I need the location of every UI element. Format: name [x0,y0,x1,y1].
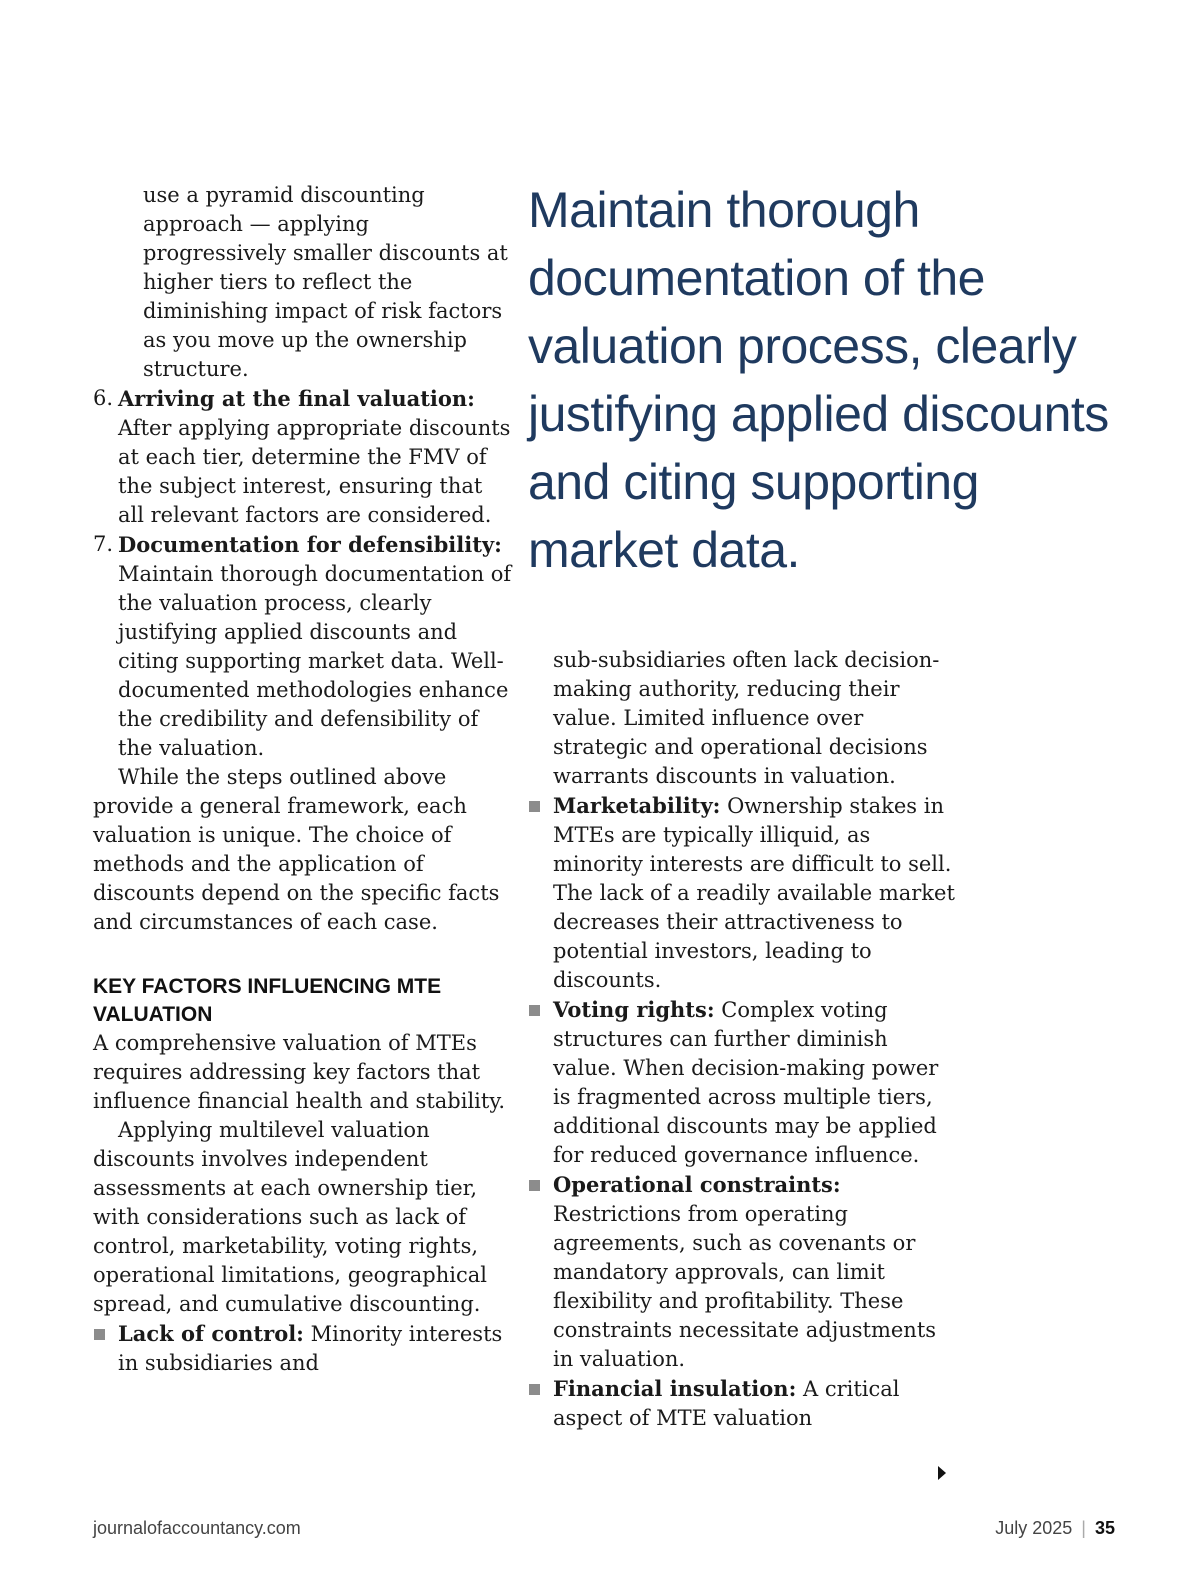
bullet-title: Financial insulation: [553,1376,797,1401]
bullet-text: Restrictions from operating agreements, such as covenants or mandatory approvals, can limit flexibility and profitability. These constraints necessitate adjustments in valuation. [553,1202,937,1371]
bullet-title: Operational constraints: [553,1172,841,1197]
bullet-title: Marketability: [553,793,721,818]
square-bullet-icon [529,801,540,812]
section-heading: KEY FACTORS INFLUENCING MTE VALUATION [93,975,442,1026]
bullet-text: Minority interests in subsidiaries and [118,1322,503,1375]
factor-list [93,1319,513,1378]
bullet-text: Complex voting structures can further diminish value. When decision-making power is fragmented across multiple tiers, additional discounts may be applied for reduced governance influence. [553,998,939,1167]
continued-paragraph: sub-subsidiaries often lack decision-making authority, reducing their value. Limited influence over strategic and operational decisions warrants discounts in valuation. [553,648,940,788]
square-bullet-icon [529,1384,540,1395]
page-number: 35 [1094,1518,1115,1538]
footer-meta [995,1518,1115,1539]
right-column [528,646,958,1433]
square-bullet-icon [94,1329,105,1340]
continued-paragraph: use a pyramid discounting approach — applying progressively smaller discounts at higher tiers to reflect the diminishing impact of risk factors as you move up the ownership structure. [143,183,508,381]
step-title: Documentation for defensibility: [118,532,502,557]
body-paragraph: Applying multilevel valuation discounts involves independent assessments at each ownership tier, with considerations such as lack of control, marketability, voting rights, operational limitations, geographical spread, and cumulative discounting. [93,1118,487,1316]
footer-date: July 2025 [995,1518,1073,1538]
left-column [93,181,513,1378]
step-text: After applying appropriate discounts at each tier, determine the FMV of the subject interest, ensuring that all relevant factors are considered. [118,416,511,527]
body-paragraph: While the steps outlined above provide a general framework, each valuation is unique. The choice of methods and the application of discounts depend on the specific facts and circumstances of each case. [93,765,500,934]
continue-arrow-icon [938,1466,946,1480]
step-number: 7. [93,532,114,556]
bullet-title: Voting rights: [553,997,715,1022]
list-item [528,1170,958,1374]
step-number: 6. [93,386,114,410]
bullet-title: Lack of control: [118,1321,304,1346]
page-footer [93,1518,1115,1542]
step-7 [93,530,513,763]
footer-site: journalofaccountancy.com [93,1518,301,1538]
list-item [528,995,958,1170]
pull-quote: Maintain thorough documentation of the valuation process, clearly justifying applied discounts and citing supporting market data. [528,182,1109,578]
square-bullet-icon [529,1180,540,1191]
step-title: Arriving at the final valuation: [118,386,475,411]
body-paragraph: A comprehensive valuation of MTEs requires addressing key factors that influence financial health and stability. [93,1031,506,1113]
step-text: Maintain thorough documentation of the valuation process, clearly justifying applied discounts and citing supporting market data. Well-documented methodologies enhance the credibility and defensibility of the valuation. [118,562,512,760]
step-6 [93,384,513,530]
bullet-text: Ownership stakes in MTEs are typically illiquid, as minority interests are difficult to sell. The lack of a readily available market decreases their attractiveness to potential investors, leading to discounts. [553,794,955,992]
footer-separator: | [1081,1518,1086,1538]
list-item [528,791,958,995]
factor-list [528,791,958,1433]
list-item [93,1319,513,1378]
list-item [528,1374,958,1433]
bullet-text: A critical aspect of MTE valuation [553,1377,900,1430]
square-bullet-icon [529,1005,540,1016]
